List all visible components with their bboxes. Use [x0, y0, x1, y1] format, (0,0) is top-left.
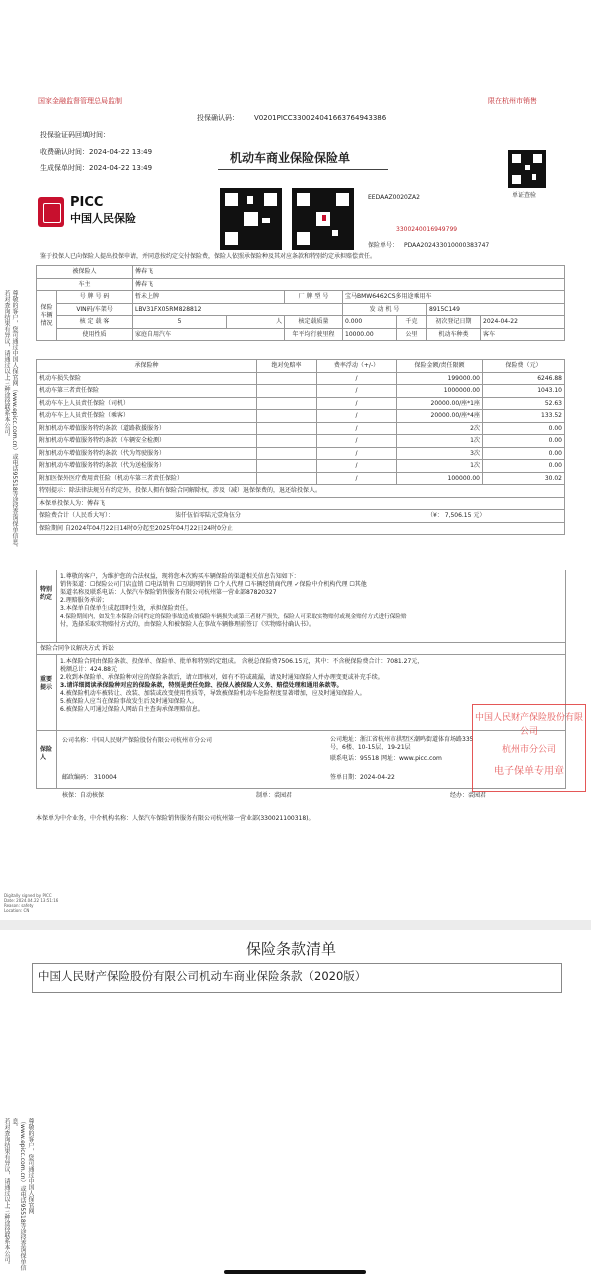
notice-line: 2.收到本保险单、承保险种对应的保险条款后，请立即核对，如有不符或疏漏，请及时通知保险人并办理变更或补充手续。: [60, 674, 384, 681]
coverage-header-amount: 保险金额/责任限额: [397, 360, 483, 373]
brand-cn: 中国人民保险: [70, 212, 136, 225]
coverage-deductible: [257, 447, 317, 460]
special-agreement-text: [60, 573, 560, 629]
coverage-deductible: [257, 372, 317, 385]
side-inquiry-text-page2-2: 若对查询结果有异议，请通过以上三种途径联系本公司。: [3, 1118, 10, 1268]
policy-number: PDAA202433010000383747: [404, 242, 490, 249]
special-line: 付，选择采取实物赔付方式的，由保险人和被保险人在事故车辆修理前签订《实物赔付确认书》。: [60, 621, 316, 628]
vin-value: LBV31FX05RM828812: [133, 303, 343, 316]
refund-note: 特别提示：除法律法规另有约定外，投保人拥有保险合同解除权，涉及（减）退保保费的，退还给投保人。: [37, 485, 565, 498]
qr-caption: 单证查验: [512, 192, 537, 199]
use-label: 使用性质: [57, 328, 133, 341]
special-line: 1.尊敬的客户，为维护您的合法权益，现将您本次购买车辆保险的渠道相关信息告知如下：: [60, 573, 300, 580]
important-notice-label: 重要提示: [40, 676, 53, 691]
coverage-premium: 0.00: [483, 447, 565, 460]
vin-label: VIN码/车架号: [57, 303, 133, 316]
notice-line: 3.请详细阅读承保险种对应的保险条款，特别是责任免除、投保人被保险人义务、赔偿处理和通用条款等。: [60, 682, 343, 689]
coverage-name: 附加医保外医疗费用责任险（机动车第三者责任保险）: [37, 472, 257, 485]
engine-label: 发 动 机 号: [343, 303, 427, 316]
table-row: [37, 372, 565, 385]
coverage-premium: 6246.88: [483, 372, 565, 385]
model-label: 厂 牌 型 号: [285, 291, 343, 304]
fee-confirm-time: 收费确认时间：2024-04-22 13:49: [40, 148, 153, 156]
seats-value: 5: [133, 316, 227, 329]
coverage-name: 附加机动车增值服务特约条款（代为驾驶服务）: [37, 447, 257, 460]
agency-note: 本保单为中介业务，中介机构名称：人保汽车保险销售服务有限公司杭州第一营业部(330021100318)。: [36, 815, 315, 822]
document-title: 机动车商业保险保险单: [230, 151, 351, 165]
coverage-name: 附加机动车增值服务特约条款（车辆安全检测）: [37, 435, 257, 448]
verification-qr-code[interactable]: [508, 150, 546, 188]
notice-line: 4.被保险机动车被转让、改装、加装或改变使用性质等，导致被保险机动车危险程度显著增加，应及时通知保险人。: [60, 690, 366, 697]
coverage-rate: /: [317, 385, 397, 398]
coverage-premium: 30.02: [483, 472, 565, 485]
insured-label: 被保险人: [37, 266, 133, 279]
table-row: [37, 410, 565, 423]
coverage-deductible: [257, 460, 317, 473]
premium-total-label: 保险费合计（人民币大写）：: [39, 512, 115, 520]
seats-unit: 人: [227, 316, 285, 329]
stamp-line-1: 中国人民财产保险股份有限公司: [474, 713, 583, 737]
policyholder-line: 本保单投保人为：傅春飞: [37, 497, 565, 510]
mileage-label: 年平均行驶里程: [285, 328, 343, 341]
notice-line: 5.被保险人应当在保险事故发生后及时通知保险人。: [60, 698, 198, 705]
vehicle-info-table: [36, 265, 565, 341]
coverage-deductible: [257, 435, 317, 448]
vehicle-type-label: 机动车种类: [427, 328, 481, 341]
dispute-resolution: 保险合同争议解决方式 诉讼: [40, 645, 114, 652]
table-row: [37, 385, 565, 398]
coverage-deductible: [257, 385, 317, 398]
coverage-table: [36, 359, 565, 535]
special-line: 2.理赔服务承诺；: [60, 597, 108, 604]
underwriting-checker: 核保：自动核保: [62, 792, 105, 799]
coverage-deductible: [257, 397, 317, 410]
plate-value: 暂未上牌: [133, 291, 285, 304]
table-row: [37, 435, 565, 448]
use-value: 家庭自用汽车: [133, 328, 285, 341]
policy-number-label: 保险单号：: [368, 242, 399, 249]
coverage-name: 机动车第三者责任保险: [37, 385, 257, 398]
picc-logo-icon: [38, 197, 64, 227]
coverage-deductible: [257, 410, 317, 423]
owner-name: 傅春飞: [133, 278, 565, 291]
coverage-name: 机动车车上人员责任保险（司机）: [37, 397, 257, 410]
coverage-header-deductible: 绝对免赔率: [257, 360, 317, 373]
registration-value: 2024-04-22: [481, 316, 565, 329]
policy-short-number: 3300240016949799: [396, 226, 458, 233]
table-row: [37, 460, 565, 473]
coverage-rate: /: [317, 410, 397, 423]
coverage-premium: 1043.10: [483, 385, 565, 398]
policy-qr-code-1[interactable]: [220, 188, 282, 250]
coverage-header-rate: 费率浮动（+/-）: [317, 360, 397, 373]
side-inquiry-text: 尊敬的客户，您可通过中国人保官网（www.epicc.com.cn）或电话95518等途径查询保单信息。: [11, 290, 18, 551]
sign-date: 签单日期：2024-04-22: [330, 774, 395, 781]
coverage-name: 附加机动车增值服务特约条款（代为送检服务）: [37, 460, 257, 473]
side-inquiry-text-page2: 尊敬的客户，您可通过中国人保官网（www.epicc.com.cn）或电话95518等途径查询保单信息。: [11, 1118, 34, 1271]
coverage-amount: 20000.00/座*4座: [397, 410, 483, 423]
vehicle-section-label: 保险车辆情况: [37, 291, 57, 341]
insured-name: 傅春飞: [133, 266, 565, 279]
coverage-name: 机动车车上人员责任保险（乘客）: [37, 410, 257, 423]
table-row: [37, 422, 565, 435]
coverage-header-premium: 保险费（元）: [483, 360, 565, 373]
coverage-amount: 2次: [397, 422, 483, 435]
coverage-premium: 52.63: [483, 397, 565, 410]
coverage-rate: /: [317, 372, 397, 385]
insurer-address: 公司地址：浙江省杭州市拱墅区潮鸣街道体育场路335号，6楼、10-15层、19-21层: [330, 736, 474, 751]
coverage-deductible: [257, 422, 317, 435]
company-seal-stamp: [472, 704, 586, 792]
print-code: EEDAAZ0020ZA2: [368, 194, 420, 201]
coverage-name: 机动车损失保险: [37, 372, 257, 385]
coverage-rate: /: [317, 422, 397, 435]
insurance-period: 保险期间 自2024年04月22日14时0分起至2025年04月22日24时0分止: [37, 522, 565, 535]
coverage-amount: 1000000.00: [397, 385, 483, 398]
table-row: [37, 472, 565, 485]
side-inquiry-text-2: 若对查询结果有异议，请通过以上三种途径联系本公司。: [3, 290, 10, 440]
coverage-amount: 20000.00/座*1座: [397, 397, 483, 410]
regulator-label: 国家金融监督管理总局监制: [38, 97, 122, 105]
premium-total-words: 柒仟伍佰零陆元壹角伍分: [175, 512, 242, 520]
coverage-rate: /: [317, 447, 397, 460]
confirm-code-label: 投保确认码：: [197, 114, 239, 122]
policy-qr-code-2[interactable]: [292, 188, 354, 250]
coverage-rate: /: [317, 472, 397, 485]
insurer-label: 保险人: [40, 746, 53, 761]
coverage-amount: 1次: [397, 435, 483, 448]
stamp-line-3: 电子保单专用章: [494, 766, 564, 777]
document-maker: 制单：裘园君: [256, 792, 293, 799]
confirm-code: V0201PICC330024041663764943386: [254, 114, 387, 122]
title-underline: [218, 169, 388, 170]
coverage-amount: 100000.00: [397, 472, 483, 485]
stamp-line-2: 杭州市分公司: [501, 745, 556, 755]
digital-signature-info: Digitally signed by PICC Date: 2024.04.22 13:51:16 Reason: safety Location: CN: [4, 893, 59, 913]
special-line: 销售渠道：☐保险公司门店直销 ☐电话销售 ☐互联网销售 ☐个人代理 ☐车辆经销商代理 ✓保险中介机构代理 ☐其他: [60, 581, 367, 588]
mileage-value: 10000.00: [343, 328, 397, 341]
notice-line: 税额总计：424.88元: [60, 666, 117, 673]
model-value: 宝马BMW6462CS多用途乘用车: [343, 291, 565, 304]
coverage-header-name: 承保险种: [37, 360, 257, 373]
policy-generated-time: 生成保单时间：2024-04-22 13:49: [40, 164, 153, 172]
vehicle-type-value: 客车: [481, 328, 565, 341]
coverage-header-row: [37, 360, 565, 373]
coverage-rate: /: [317, 460, 397, 473]
premium-total-row: [37, 510, 565, 523]
special-line: 3.本保单自保单生成起即时生效，承担保险责任。: [60, 605, 192, 612]
load-label: 核定载质量: [285, 316, 343, 329]
load-value: 0.000: [343, 316, 397, 329]
clauses-item[interactable]: 中国人民财产保险股份有限公司机动车商业保险条款（2020版）: [38, 969, 367, 983]
insurer-company: 公司名称：中国人民财产保险股份有限公司杭州市分公司: [62, 737, 213, 744]
special-line: 渠道名称及联系电话：人保汽车保险销售服务有限公司杭州第一营业部87820327: [60, 589, 277, 596]
clauses-title: 保险条款清单: [246, 940, 337, 958]
coverage-premium: 0.00: [483, 435, 565, 448]
mileage-unit: 公里: [397, 328, 427, 341]
coverage-premium: 133.52: [483, 410, 565, 423]
coverage-premium: 0.00: [483, 460, 565, 473]
coverage-deductible: [257, 472, 317, 485]
coverage-rate: /: [317, 397, 397, 410]
coverage-amount: 1次: [397, 460, 483, 473]
plate-label: 号 牌 号 码: [57, 291, 133, 304]
table-row: [37, 447, 565, 460]
coverage-name: 附加机动车增值服务特约条款（道路救援服务）: [37, 422, 257, 435]
brand-en: PICC: [70, 195, 104, 210]
table-row: [37, 397, 565, 410]
notice-line: 1.本保险合同由保险条款、投保单、保险单、批单和特别约定组成。 含税总保险费7506.15元，其中：不含税保险费合计：7081.27元，: [60, 658, 424, 665]
coverage-premium: 0.00: [483, 422, 565, 435]
special-line: 4.保险期间内，如发生本保险合同约定的保险事故造成被保险车辆损失或第三者财产损失，保险人可采取实物赔付或现金赔付方式进行保险赔: [60, 614, 407, 620]
coverage-rate: /: [317, 435, 397, 448]
handler: 经办：裘园君: [450, 792, 487, 799]
home-indicator[interactable]: [224, 1270, 366, 1274]
seats-label: 核 定 载 客: [57, 316, 133, 329]
load-unit: 千克: [397, 316, 427, 329]
coverage-amount: 199000.00: [397, 372, 483, 385]
insurer-phone: 联系电话：95518 网址：www.picc.com: [330, 755, 442, 762]
registration-label: 初次登记日期: [427, 316, 481, 329]
premium-total-number: （¥： 7,506.15 元）: [427, 512, 486, 520]
coverage-amount: 3次: [397, 447, 483, 460]
owner-label: 车主: [37, 278, 133, 291]
sale-region-label: 限在杭州市销售: [488, 97, 537, 105]
intro-statement: 鉴于投保人已向保险人提出投保申请，并同意按约定交付保险费，保险人依照承保险种及其对应条款和特别约定承担赔偿责任。: [40, 253, 377, 260]
insurer-zip: 邮政编码： 310004: [62, 774, 117, 781]
receipt-time-label: 投保验证码回填时间：: [40, 131, 110, 139]
page-separator: [0, 920, 591, 930]
notice-line: 6.被保险人可通过保险人网站自主查询承保理赔信息。: [60, 706, 204, 713]
special-agreement-label: 特别约定: [40, 586, 53, 601]
engine-value: 8915C149: [427, 303, 565, 316]
